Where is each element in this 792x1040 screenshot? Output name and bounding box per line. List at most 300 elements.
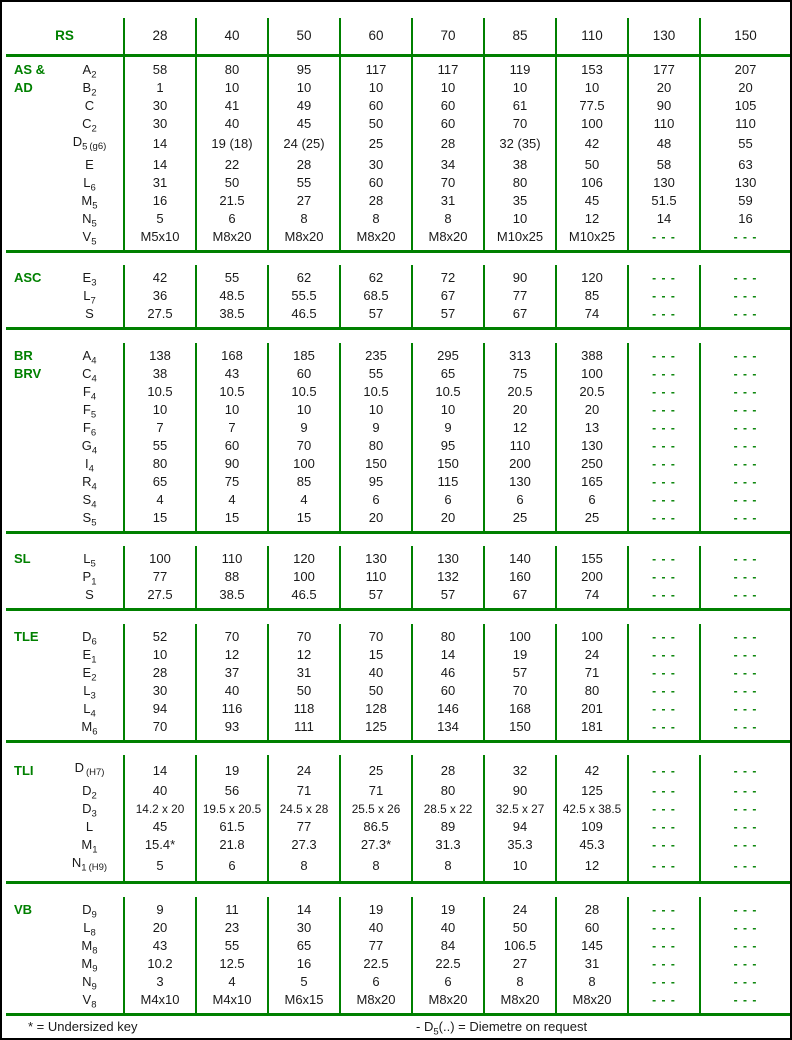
data-cell: 84 <box>412 937 484 955</box>
data-cell: - - - <box>700 437 790 455</box>
data-cell: 56 <box>196 782 268 800</box>
row-label: $L_4$ <box>83 700 96 720</box>
data-cell: - - - <box>628 755 700 782</box>
row-label: $B_2$ <box>82 79 97 99</box>
data-cell: 22.5 <box>412 955 484 973</box>
data-cell: 11 <box>196 897 268 919</box>
table-row <box>6 115 790 133</box>
section-label <box>6 97 56 115</box>
section-label <box>6 383 56 401</box>
data-cell: 12 <box>196 646 268 664</box>
data-cell: 130 <box>412 546 484 568</box>
data-cell: 150 <box>340 455 412 473</box>
column-header: 50 <box>268 18 340 55</box>
data-cell: 28 <box>340 192 412 210</box>
data-cell: 14 <box>124 755 196 782</box>
column-header: 28 <box>124 18 196 55</box>
data-cell: - - - <box>628 991 700 1015</box>
data-cell: 100 <box>556 624 628 646</box>
data-cell: - - - <box>700 818 790 836</box>
section-label <box>6 115 56 133</box>
data-cell: 72 <box>412 265 484 287</box>
section-label <box>6 192 56 210</box>
data-cell: 185 <box>268 343 340 365</box>
data-cell: 10 <box>268 79 340 97</box>
data-cell: 6 <box>196 210 268 228</box>
data-cell: 90 <box>628 97 700 115</box>
data-cell: 42.5 x 38.5 <box>556 800 628 818</box>
data-cell: - - - <box>700 919 790 937</box>
data-cell: 60 <box>340 174 412 192</box>
row-label: C <box>84 97 95 113</box>
data-cell: - - - <box>700 955 790 973</box>
data-cell: - - - <box>628 937 700 955</box>
data-cell: - - - <box>628 287 700 305</box>
data-cell: 68.5 <box>340 287 412 305</box>
row-label: $G_4$ <box>81 437 98 457</box>
data-cell: 80 <box>124 455 196 473</box>
data-cell: 20 <box>340 509 412 533</box>
row-label: $L_8$ <box>83 919 96 939</box>
data-cell: 20 <box>556 401 628 419</box>
section-label <box>6 437 56 455</box>
data-cell: 15.4* <box>124 836 196 854</box>
table-row <box>6 210 790 228</box>
section-label: TLE <box>14 628 39 644</box>
section-label <box>6 973 56 991</box>
table-row <box>6 955 790 973</box>
spacer-cell <box>6 883 790 897</box>
data-cell: 24 (25) <box>268 133 340 156</box>
data-cell: 70 <box>340 624 412 646</box>
data-cell: 10 <box>196 401 268 419</box>
data-cell: 16 <box>700 210 790 228</box>
data-cell: 14 <box>124 133 196 156</box>
section-label <box>6 133 56 156</box>
section-label <box>6 955 56 973</box>
data-cell: - - - <box>628 897 700 919</box>
data-cell: - - - <box>700 365 790 383</box>
data-cell: - - - <box>700 509 790 533</box>
data-cell: 28 <box>412 755 484 782</box>
data-cell: - - - <box>628 568 700 586</box>
data-cell: 50 <box>268 682 340 700</box>
footnote-undersized-key: * = Undersized key <box>28 1018 138 1034</box>
data-cell: 10 <box>484 210 556 228</box>
data-cell: 100 <box>556 115 628 133</box>
data-cell: - - - <box>700 473 790 491</box>
data-cell: 150 <box>412 455 484 473</box>
data-cell: 20.5 <box>556 383 628 401</box>
row-label: $L_3$ <box>83 682 96 702</box>
data-cell: 12 <box>484 419 556 437</box>
data-cell: 38.5 <box>196 305 268 329</box>
column-header: 60 <box>340 18 412 55</box>
table-row <box>6 265 790 287</box>
data-cell: - - - <box>628 718 700 742</box>
section-gap <box>6 883 790 897</box>
section-label: SL <box>14 551 31 566</box>
section-tle <box>6 610 790 742</box>
table-row <box>6 455 790 473</box>
section-label <box>6 305 56 329</box>
column-header: 40 <box>196 18 268 55</box>
data-cell: 31 <box>412 192 484 210</box>
data-cell: 60 <box>340 97 412 115</box>
data-cell: 117 <box>412 55 484 79</box>
data-cell: 24 <box>268 755 340 782</box>
data-cell: 10 <box>412 79 484 97</box>
section-label <box>6 401 56 419</box>
data-cell: 10.5 <box>340 383 412 401</box>
data-cell: 10 <box>340 79 412 97</box>
row-label: $M_1$ <box>81 837 98 856</box>
data-cell: 146 <box>412 700 484 718</box>
data-cell: 61.5 <box>196 818 268 836</box>
data-cell: 15 <box>196 509 268 533</box>
data-cell: 13 <box>556 419 628 437</box>
data-cell: 77 <box>124 568 196 586</box>
section-label: VB <box>14 901 33 917</box>
data-cell: 86.5 <box>340 818 412 836</box>
row-label: $M_6$ <box>56 718 124 742</box>
data-cell: 63 <box>700 156 790 174</box>
data-cell: 100 <box>268 455 340 473</box>
data-cell: - - - <box>628 624 700 646</box>
data-cell: 30 <box>340 156 412 174</box>
data-cell: 6 <box>340 973 412 991</box>
row-label: $D_9$ <box>82 901 97 921</box>
data-cell: 57 <box>484 664 556 682</box>
data-cell: 45.3 <box>556 836 628 854</box>
data-cell: 31 <box>268 664 340 682</box>
data-cell: 27 <box>484 955 556 973</box>
footnote-right-sub: 5 <box>433 1026 439 1038</box>
row-label: $V_8$ <box>56 991 124 1015</box>
row-label: $M_5$ <box>81 192 98 212</box>
data-cell: 40 <box>196 115 268 133</box>
data-cell: - - - <box>700 265 790 287</box>
data-cell: - - - <box>700 682 790 700</box>
data-cell: 80 <box>556 682 628 700</box>
spacer-cell <box>6 2 790 18</box>
data-cell: - - - <box>628 818 700 836</box>
table-row <box>6 383 790 401</box>
data-cell: 8 <box>412 210 484 228</box>
data-cell: 48 <box>628 133 700 156</box>
data-cell: 115 <box>412 473 484 491</box>
data-cell: 22 <box>196 156 268 174</box>
data-cell: 60 <box>268 365 340 383</box>
data-cell: 111 <box>268 718 340 742</box>
data-cell: 177 <box>628 55 700 79</box>
row-label: S <box>56 305 124 329</box>
row-label: L <box>85 819 94 834</box>
spacer-cell <box>6 251 790 265</box>
data-cell: 106.5 <box>484 937 556 955</box>
data-cell: 70 <box>412 174 484 192</box>
data-cell: 61 <box>484 97 556 115</box>
data-cell: - - - <box>700 755 790 782</box>
table-row <box>6 991 790 1015</box>
section-sl <box>6 532 790 610</box>
data-cell: 43 <box>124 937 196 955</box>
data-cell: 117 <box>340 55 412 79</box>
data-cell: - - - <box>628 664 700 682</box>
data-cell: 100 <box>484 624 556 646</box>
column-header: 85 <box>484 18 556 55</box>
section-label <box>6 287 56 305</box>
data-cell: 19 (18) <box>196 133 268 156</box>
data-cell: 55 <box>196 937 268 955</box>
data-cell: 31 <box>556 955 628 973</box>
section-label: AD <box>14 79 33 95</box>
data-cell: 14.2 x 20 <box>124 800 196 818</box>
section-asc <box>6 251 790 329</box>
data-cell: 10.5 <box>412 383 484 401</box>
data-cell: 45 <box>556 192 628 210</box>
data-cell: 65 <box>268 937 340 955</box>
section-gap <box>6 610 790 624</box>
table-row <box>6 782 790 800</box>
data-cell: - - - <box>700 491 790 509</box>
data-cell: 28 <box>268 156 340 174</box>
data-cell: 200 <box>556 568 628 586</box>
section-label: BRV <box>14 365 42 381</box>
data-cell: 40 <box>412 919 484 937</box>
row-label: $L_7$ <box>83 288 96 307</box>
data-cell: M10x25 <box>484 228 556 252</box>
data-cell: - - - <box>628 383 700 401</box>
data-cell: - - - <box>628 509 700 533</box>
data-cell: M8x20 <box>340 228 412 252</box>
row-label: $A_2$ <box>82 61 97 81</box>
table-row <box>6 755 790 782</box>
data-cell: 105 <box>700 97 790 115</box>
section-label <box>6 782 56 800</box>
data-cell: 70 <box>484 682 556 700</box>
data-cell: 71 <box>556 664 628 682</box>
data-cell: - - - <box>700 646 790 664</box>
data-cell: 80 <box>340 437 412 455</box>
section-label <box>6 991 56 1015</box>
row-label: $F_6$ <box>82 419 97 439</box>
data-cell: 130 <box>700 174 790 192</box>
data-cell: M5x10 <box>124 228 196 252</box>
row-label: $F_4$ <box>82 383 97 403</box>
data-cell: 75 <box>484 365 556 383</box>
data-cell: 6 <box>556 491 628 509</box>
section-label <box>6 682 56 700</box>
table-row <box>6 836 790 854</box>
data-cell: 50 <box>196 174 268 192</box>
data-cell: - - - <box>700 305 790 329</box>
spacer-cell <box>6 329 790 343</box>
data-cell: 60 <box>556 919 628 937</box>
row-label: $L_6$ <box>83 174 96 194</box>
data-cell: M4x10 <box>124 991 196 1015</box>
table-row <box>6 937 790 955</box>
data-cell: 20 <box>628 79 700 97</box>
data-cell: 71 <box>268 782 340 800</box>
data-cell: - - - <box>700 937 790 955</box>
data-cell: 5 <box>268 973 340 991</box>
data-cell: - - - <box>700 546 790 568</box>
data-cell: 90 <box>196 455 268 473</box>
data-cell: 6 <box>340 491 412 509</box>
data-cell: 46.5 <box>268 305 340 329</box>
spacer-cell <box>6 741 790 755</box>
data-cell: - - - <box>700 782 790 800</box>
data-cell: 58 <box>124 55 196 79</box>
table-row <box>6 365 790 383</box>
data-cell: M8x20 <box>556 991 628 1015</box>
data-cell: 25 <box>340 755 412 782</box>
row-label: $I_4$ <box>85 455 94 475</box>
data-cell: M8x20 <box>484 991 556 1015</box>
data-cell: 19.5 x 20.5 <box>196 800 268 818</box>
data-cell: 25 <box>340 133 412 156</box>
data-cell: 130 <box>556 437 628 455</box>
data-cell: 130 <box>340 546 412 568</box>
data-cell: 77 <box>340 937 412 955</box>
row-label: $N_5$ <box>82 210 97 230</box>
data-cell: 28.5 x 22 <box>412 800 484 818</box>
data-cell: 25.5 x 26 <box>340 800 412 818</box>
data-cell: 40 <box>340 664 412 682</box>
data-cell: 32.5 x 27 <box>484 800 556 818</box>
row-label: $D_6$ <box>82 628 97 648</box>
data-cell: 40 <box>124 782 196 800</box>
data-cell: 70 <box>124 718 196 742</box>
data-cell: - - - <box>700 343 790 365</box>
data-cell: 6 <box>484 491 556 509</box>
data-cell: 8 <box>340 854 412 883</box>
section-label <box>6 473 56 491</box>
data-cell: 60 <box>412 115 484 133</box>
data-cell: 118 <box>268 700 340 718</box>
table-row <box>6 55 790 79</box>
row-label: $M_8$ <box>81 937 98 957</box>
table-row <box>6 586 790 610</box>
data-cell: 12 <box>556 210 628 228</box>
section-label <box>6 156 56 174</box>
data-cell: 50 <box>340 115 412 133</box>
row-label: $S_4$ <box>82 491 97 511</box>
data-cell: - - - <box>700 568 790 586</box>
data-cell: 95 <box>268 55 340 79</box>
section-label <box>6 455 56 473</box>
data-cell: 10.5 <box>124 383 196 401</box>
data-cell: 14 <box>124 156 196 174</box>
data-cell: 77.5 <box>556 97 628 115</box>
data-cell: 42 <box>556 755 628 782</box>
data-cell: 10.5 <box>196 383 268 401</box>
data-cell: 125 <box>556 782 628 800</box>
data-cell: 8 <box>556 973 628 991</box>
data-cell: - - - <box>700 586 790 610</box>
section-label <box>6 919 56 937</box>
data-cell: - - - <box>700 973 790 991</box>
table-row <box>6 718 790 742</box>
data-cell: 46 <box>412 664 484 682</box>
section-tli <box>6 741 790 883</box>
data-cell: 168 <box>196 343 268 365</box>
data-cell: 24.5 x 28 <box>268 800 340 818</box>
data-cell: 36 <box>124 287 196 305</box>
section-label <box>6 509 56 533</box>
data-cell: 67 <box>412 287 484 305</box>
data-cell: 30 <box>124 682 196 700</box>
data-cell: - - - <box>628 473 700 491</box>
table-row <box>6 343 790 365</box>
data-cell: 95 <box>412 437 484 455</box>
data-cell: 150 <box>484 718 556 742</box>
table-row <box>6 897 790 919</box>
data-cell: 132 <box>412 568 484 586</box>
data-cell: 100 <box>268 568 340 586</box>
data-cell: - - - <box>700 800 790 818</box>
data-cell: 130 <box>628 174 700 192</box>
data-cell: 10.5 <box>268 383 340 401</box>
data-cell: 24 <box>484 897 556 919</box>
section-gap <box>6 532 790 546</box>
data-cell: 28 <box>556 897 628 919</box>
data-cell: 1 <box>124 79 196 97</box>
table-row <box>6 174 790 192</box>
data-cell: 35.3 <box>484 836 556 854</box>
data-cell: 37 <box>196 664 268 682</box>
data-cell: 25 <box>484 509 556 533</box>
data-cell: 20 <box>700 79 790 97</box>
data-cell: 200 <box>484 455 556 473</box>
table-header <box>6 2 790 55</box>
row-label: $N_1$ $_{(H9)}$ <box>56 854 124 883</box>
data-cell: 74 <box>556 305 628 329</box>
section-br-brv <box>6 329 790 533</box>
data-cell: 89 <box>412 818 484 836</box>
data-cell: 23 <box>196 919 268 937</box>
dimensions-table <box>6 2 790 1016</box>
data-cell: 59 <box>700 192 790 210</box>
data-cell: 94 <box>484 818 556 836</box>
row-label: $E_2$ <box>82 664 97 684</box>
section-label: TLI <box>14 762 34 778</box>
data-cell: - - - <box>628 682 700 700</box>
section-label <box>6 210 56 228</box>
data-cell: 15 <box>340 646 412 664</box>
data-cell: 16 <box>268 955 340 973</box>
data-cell: 27.3 <box>268 836 340 854</box>
data-cell: 50 <box>556 156 628 174</box>
table-row <box>6 192 790 210</box>
section-gap <box>6 741 790 755</box>
data-cell: 110 <box>700 115 790 133</box>
data-cell: 145 <box>556 937 628 955</box>
data-cell: - - - <box>628 646 700 664</box>
section-label <box>6 800 56 818</box>
table-row <box>6 682 790 700</box>
data-cell: 19 <box>412 897 484 919</box>
data-cell: 7 <box>124 419 196 437</box>
data-cell: 38.5 <box>196 586 268 610</box>
data-cell: 12 <box>556 854 628 883</box>
row-label: $D_5$ $_{(g6)}$ <box>72 133 107 153</box>
data-cell: 60 <box>412 97 484 115</box>
data-cell: 51.5 <box>628 192 700 210</box>
table-row <box>6 473 790 491</box>
data-cell: 62 <box>268 265 340 287</box>
